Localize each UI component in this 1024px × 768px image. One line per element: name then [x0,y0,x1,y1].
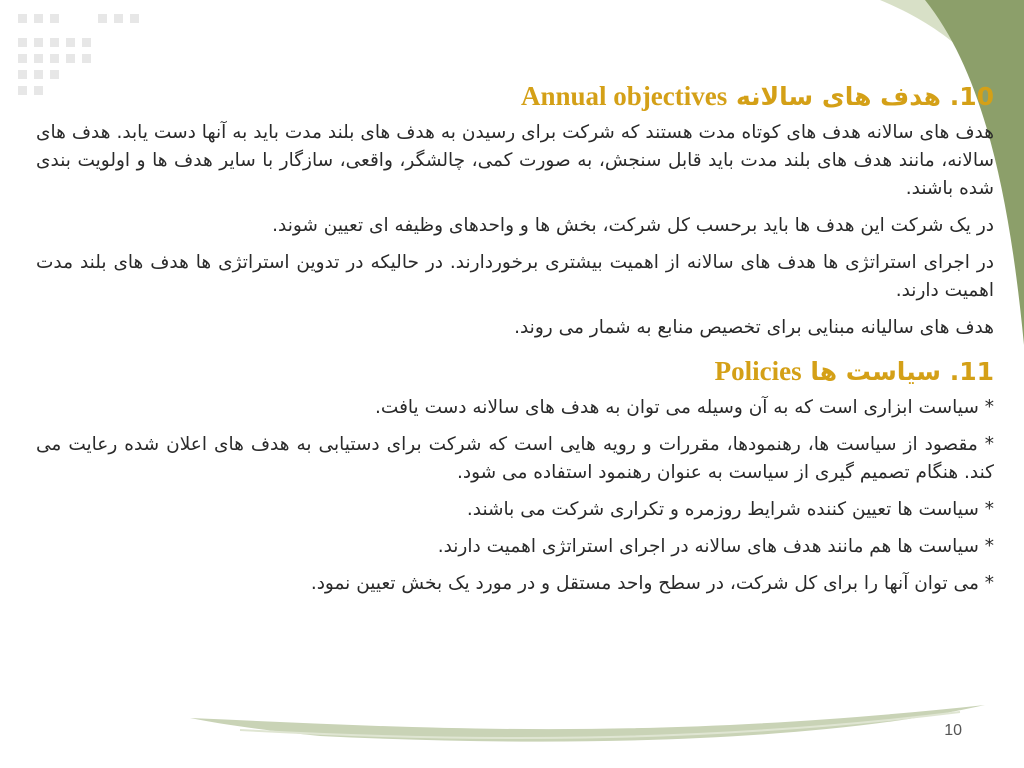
dot [66,38,75,47]
dot [66,54,75,63]
dot [50,54,59,63]
section-number: 10. [949,82,994,111]
dot [82,54,91,63]
dot [34,14,43,23]
bullet-paragraph: * سیاست ها تعیین کننده شرایط روزمره و تکراری شرکت می باشند. [466,499,994,520]
slide-content [36,76,994,598]
dot [82,38,91,47]
dot [18,14,27,23]
bullet-paragraph: * سیاست ابزاری است که به آن وسیله می توان به هدف های سالانه دست یافت. [375,397,994,418]
paragraph: هدف های سالانه هدف های کوتاه مدت هستند که شرکت برای رسیدن به هدف های بلند مدت باید به آنها دست یابد. هدف های سالانه، مانند هدف های بلند مدت باید قابل سنجش، به صورت کمی، چالشگر، واقعی، سازگار با سایر هدف ها و اولویت بندی شده باشند. [36,122,994,199]
section-heading-annual-objectives [36,76,994,117]
dot [130,14,139,23]
bottom-swoosh [190,705,985,742]
dot [34,38,43,47]
heading-title-fa: هدف های سالانه [735,82,941,111]
dot [34,54,43,63]
heading-title-fa: سیاست ها [810,357,941,386]
paragraph: در یک شرکت این هدف ها باید برحسب کل شرکت، بخش ها و واحدهای وظیفه ای تعیین شوند. [272,215,994,236]
paragraph: در اجرای استراتژی ها هدف های سالانه از اهمیت بیشتری برخوردارند. در حالیکه در تدوین استراتژی ها هدف های بلند مدت اهمیت دارند. [36,252,994,301]
heading-title-en: Annual objectives [521,81,728,111]
section-number: 11. [949,357,994,386]
paragraph: هدف های سالیانه مبنایی برای تخصیص منابع به شمار می روند. [514,317,994,338]
dot [50,38,59,47]
dot [18,54,27,63]
dot [18,38,27,47]
page-number: 10 [944,722,962,739]
bullet-paragraph: * مقصود از سیاست ها، رهنمودها، مقررات و رویه هایی است که شرکت برای دستیابی به هدف های اعلان شده رعایت می کند. هنگام تصمیم گیری از سیاست به عنوان رهنمود استفاده می شود. [36,434,994,483]
bullet-paragraph: * می توان آنها را برای کل شرکت، در سطح واحد مستقل و در مورد یک بخش تعیین نمود. [310,573,994,594]
dot [18,70,27,79]
dot [98,14,107,23]
section-heading-policies [36,351,994,392]
dot [114,14,123,23]
heading-title-en: Policies [714,356,802,386]
bullet-paragraph: * سیاست ها هم مانند هدف های سالانه در اجرای استراتژی اهمیت دارند. [437,536,994,557]
dot [50,14,59,23]
dot [18,86,27,95]
